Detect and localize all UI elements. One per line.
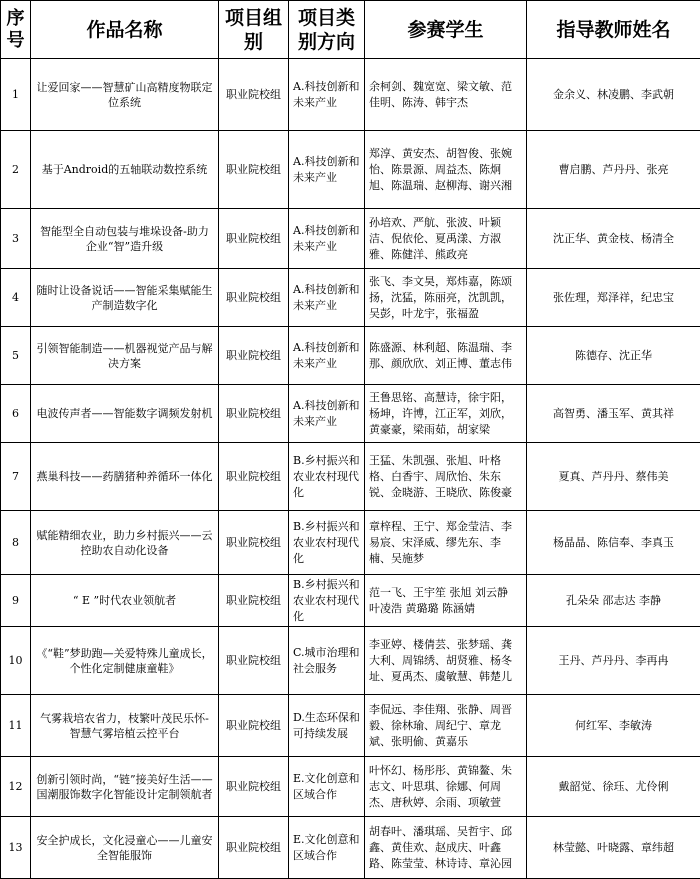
row-name: 智能型全自动包装与堆垛设备-助力企业“智”造升级 <box>31 209 219 269</box>
row-category: A.科技创新和未来产业 <box>289 131 365 209</box>
row-teachers: 金余义、林凌鹏、李武朝 <box>527 59 700 131</box>
row-index: 4 <box>1 269 31 327</box>
row-teachers: 沈正华、黄金枝、杨清全 <box>527 209 700 269</box>
row-teachers: 林莹懿、叶晓露、章纬超 <box>527 817 700 879</box>
row-group: 职业院校组 <box>219 817 289 879</box>
row-students: 郑淳、黄安杰、胡智俊、张婉怡、陈景源、周益杰、陈炯旭、陈温瑞、赵柳海、谢兴湘 <box>365 131 527 209</box>
table-row <box>1 757 700 817</box>
row-students: 孙培欢、严航、张波、叶颖洁、倪依伦、夏禹漾、方淑雅、陈健洋、熊政亮 <box>365 209 527 269</box>
table-row <box>1 511 700 575</box>
row-category: E.文化创意和区域合作 <box>289 757 365 817</box>
row-category: A.科技创新和未来产业 <box>289 327 365 385</box>
table-row <box>1 59 700 131</box>
table-row <box>1 627 700 695</box>
row-index: 12 <box>1 757 31 817</box>
table-row <box>1 269 700 327</box>
header-row <box>1 1 700 59</box>
header-category: 项目类别方向 <box>289 1 365 59</box>
row-name: 燕巢科技——药膳猪种养循环一体化 <box>31 443 219 511</box>
row-teachers: 夏真、芦丹丹、蔡伟美 <box>527 443 700 511</box>
row-category: A.科技创新和未来产业 <box>289 59 365 131</box>
row-name: 赋能精细农业，助力乡村振兴——云控助农自动化设备 <box>31 511 219 575</box>
row-group: 职业院校组 <box>219 385 289 443</box>
row-name: 让爱回家——智慧矿山高精度物联定位系统 <box>31 59 219 131</box>
row-category: A.科技创新和未来产业 <box>289 385 365 443</box>
row-teachers: 杨晶晶、陈信奉、李真玉 <box>527 511 700 575</box>
row-students: 余柯剑、魏宽宽、梁文敏、范佳明、陈涛、韩宇杰 <box>365 59 527 131</box>
row-index: 1 <box>1 59 31 131</box>
row-category: D.生态环保和可持续发展 <box>289 695 365 757</box>
row-category: B.乡村振兴和农业农村现代化 <box>289 511 365 575</box>
table-row <box>1 385 700 443</box>
row-students: 叶怀幻、杨彤彤、黄锦鳌、朱志文、叶思琪、徐娜、何周杰、唐秋婷、余雨、项敏萱 <box>365 757 527 817</box>
row-teachers: 戴韶觉、徐珏、尤伶俐 <box>527 757 700 817</box>
row-teachers: 陈德存、沈正华 <box>527 327 700 385</box>
row-name: 引领智能制造——机器视觉产品与解决方案 <box>31 327 219 385</box>
row-students: 章梓程、王宁、郑金莹洁、李易宸、宋泽威、缪先东、李楠、吴施梦 <box>365 511 527 575</box>
row-students: 范一飞、王宇笙 张旭 刘云静 叶凌浩 黄璐璐 陈涵婧 <box>365 575 527 627</box>
row-category: E.文化创意和区域合作 <box>289 817 365 879</box>
row-group: 职业院校组 <box>219 443 289 511</box>
row-group: 职业院校组 <box>219 627 289 695</box>
row-students: 李亚婷、楼倩芸、张梦瑶、龚大利、周锦绣、胡贤雅、杨冬址、夏禹杰、虞敏慧、韩楚儿 <box>365 627 527 695</box>
row-students: 陈盛源、林利超、陈温瑞、李那、颜欣欣、刘正博、董志伟 <box>365 327 527 385</box>
row-index: 13 <box>1 817 31 879</box>
row-group: 职业院校组 <box>219 695 289 757</box>
table-row <box>1 327 700 385</box>
row-index: 10 <box>1 627 31 695</box>
row-teachers: 高智勇、潘玉军、黄其祥 <box>527 385 700 443</box>
header-name: 作品名称 <box>31 1 219 59</box>
row-name: 安全护成长，文化浸童心——儿童安全智能服饰 <box>31 817 219 879</box>
row-name: 随时让设备说话——智能采集赋能生产制造数字化 <box>31 269 219 327</box>
row-index: 11 <box>1 695 31 757</box>
row-index: 8 <box>1 511 31 575</box>
row-category: A.科技创新和未来产业 <box>289 209 365 269</box>
row-category: B.乡村振兴和农业农村现代化 <box>289 443 365 511</box>
row-group: 职业院校组 <box>219 511 289 575</box>
row-teachers: 张佐理，郑泽祥，纪忠宝 <box>527 269 700 327</box>
row-name: 创新引领时尚，“链”接美好生活——国潮服饰数字化智能设计定制领航者 <box>31 757 219 817</box>
row-students: 张飞、李文昊，郑炜嘉，陈颂扬，沈猛，陈丽亮，沈凯凯，吴彭，叶龙宇，张福盈 <box>365 269 527 327</box>
row-teachers: 王丹、芦丹丹、李再冉 <box>527 627 700 695</box>
table-row <box>1 209 700 269</box>
row-teachers: 何红军、李敏涛 <box>527 695 700 757</box>
row-name: “ E ”时代农业领航者 <box>31 575 219 627</box>
row-teachers: 曹启鹏、芦丹丹、张亮 <box>527 131 700 209</box>
row-students: 胡春叶、潘琪瑶、吴哲宇、邱鑫、黄佳欢、赵成庆、叶鑫路、陈莹莹、林诗诗、章沁园 <box>365 817 527 879</box>
row-name: 电波传声者——智能数字调频发射机 <box>31 385 219 443</box>
row-group: 职业院校组 <box>219 575 289 627</box>
row-category: C.城市治理和社会服务 <box>289 627 365 695</box>
table-row <box>1 695 700 757</box>
row-category: A.科技创新和未来产业 <box>289 269 365 327</box>
row-index: 7 <box>1 443 31 511</box>
row-category: B.乡村振兴和农业农村现代化 <box>289 575 365 627</box>
row-teachers: 孔朵朵 邵志达 李静 <box>527 575 700 627</box>
header-index: 序号 <box>1 1 31 59</box>
header-group: 项目组别 <box>219 1 289 59</box>
table-row <box>1 575 700 627</box>
row-students: 王猛、朱凯强、张旭、叶格格、白香宇、周欣怡、朱东锐、金晓游、王晓欣、陈俊豪 <box>365 443 527 511</box>
row-group: 职业院校组 <box>219 757 289 817</box>
row-group: 职业院校组 <box>219 327 289 385</box>
row-name: 气雾栽培农省力，枝繁叶茂民乐怀-智慧气雾培植云控平台 <box>31 695 219 757</box>
row-students: 李侃远、李佳翔、张静、周晋毅、徐林瑜、周纪宁、章龙斌、张明偷、黄嘉乐 <box>365 695 527 757</box>
table-row <box>1 443 700 511</box>
header-teachers: 指导教师姓名 <box>527 1 700 59</box>
row-index: 9 <box>1 575 31 627</box>
row-index: 2 <box>1 131 31 209</box>
row-group: 职业院校组 <box>219 59 289 131</box>
row-students: 王鲁思铭、高慧诗，徐宇阳，杨坤，许博，江正军，刘欣，黄豪豪，梁雨茹，胡家梁 <box>365 385 527 443</box>
row-index: 5 <box>1 327 31 385</box>
header-students: 参赛学生 <box>365 1 527 59</box>
row-index: 3 <box>1 209 31 269</box>
row-name: 基于Android的五轴联动数控系统 <box>31 131 219 209</box>
row-group: 职业院校组 <box>219 131 289 209</box>
row-index: 6 <box>1 385 31 443</box>
row-group: 职业院校组 <box>219 269 289 327</box>
row-group: 职业院校组 <box>219 209 289 269</box>
table-row <box>1 131 700 209</box>
row-name: 《“鞋”梦助跑—关爱特殊儿童成长，个性化定制健康童鞋》 <box>31 627 219 695</box>
table-row <box>1 817 700 879</box>
